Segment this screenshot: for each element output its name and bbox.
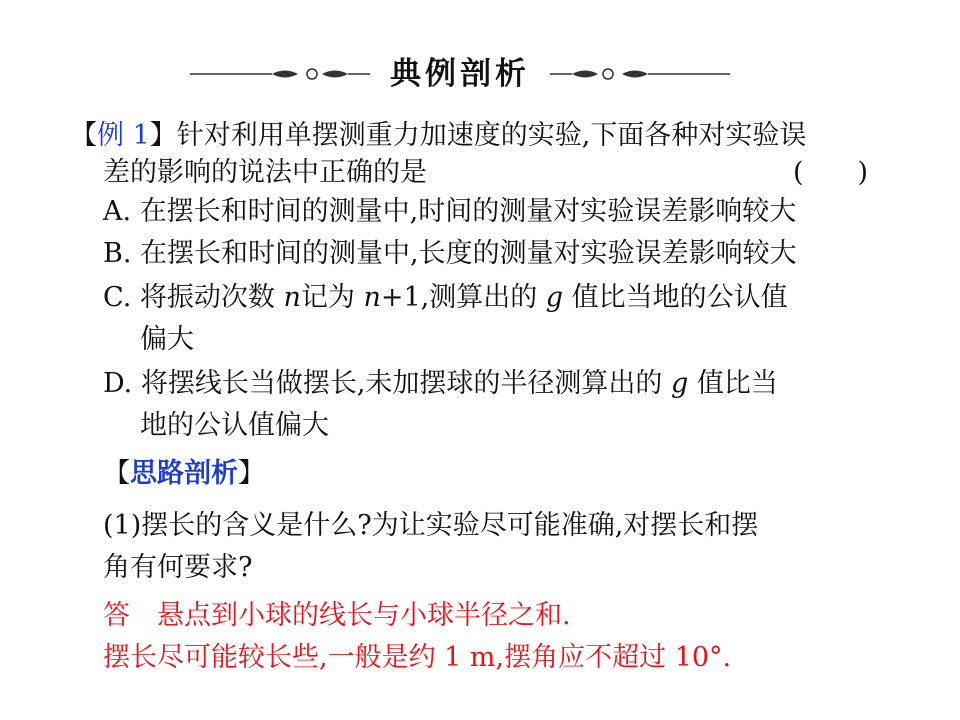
answer-line-1: 答 悬点到小球的线长与小球半径之和. [103,600,571,631]
answer-label: 答 [103,600,130,631]
answer-blank: ( ) [793,157,869,188]
example-question-line-2: 差的影响的说法中正确的是 [103,157,427,188]
right-ornament-icon [550,64,730,84]
left-ornament-icon [190,64,370,84]
analysis-question-line-2: 角有何要求? [103,552,253,583]
variable-g: g [671,368,689,399]
example-label: 【例 1】 [70,120,177,151]
page-title: 典例剖析 [390,56,530,92]
option-d-continuation: 地的公认值偏大 [140,410,329,441]
variable-g: g [545,282,564,313]
option-d: D. 将摆线长当做摆长,未加摆球的半径测算出的 g 值比当 [103,368,778,399]
option-b: B. 在摆长和时间的测量中,长度的测量对实验误差影响较大 [103,238,797,269]
variable-n: n [363,282,381,313]
option-a: A. 在摆长和时间的测量中,时间的测量对实验误差影响较大 [103,196,797,227]
answer-line-2: 摆长尽可能较长些,一般是约 1 m,摆角应不超过 10°. [103,642,732,673]
option-c: C. 将振动次数 n记为 n+1,测算出的 g 值比当地的公认值 [103,282,788,313]
analysis-heading: 【思路剖析】 [103,458,265,489]
section-header [190,52,730,96]
variable-n: n [283,282,301,313]
option-c-continuation: 偏大 [140,324,194,355]
example-question-line-1: 【例 1】针对利用单摆测重力加速度的实验,下面各种对实验误 [70,120,807,151]
analysis-question-line-1: (1)摆长的含义是什么?为让实验尽可能准确,对摆长和摆 [103,510,759,541]
